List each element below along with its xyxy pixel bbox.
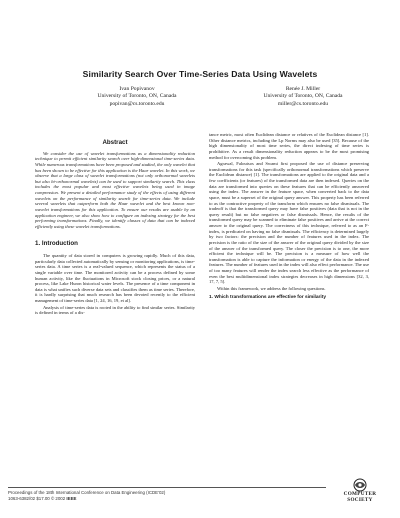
logo-text-computer: COMPUTER	[343, 491, 377, 497]
introduction-paragraph-2: Analysis of time-series data is rooted in the ability to find similar series. Similarity is defined in terms of a dis-	[35, 304, 195, 316]
introduction-paragraph-1: The quantity of data stored in computers is growing rapidly. Much of this data, particularly data collected automatically by sensing or monitoring applications, is time-series data. A time series is a real-valued sequence, which represents the status of a single variable over time. The monitored activity can be a process defined by some human activity, like the fluctuations in Microsoft stock closing prices, or a natural process, like Lake Huron historical water levels. The presence of a time component in data is what unifies such diverse data sets and classifies them as time series. Therefore, it is hardly surprising that much research has been devoted recently to the efficient management of time-series data [1, 24, 16, 19, et al].	[35, 253, 195, 303]
section-heading-introduction: 1. Introduction	[35, 240, 78, 248]
paper-title: Similarity Search Over Time-Series Data Using Wavelets	[82, 69, 318, 79]
question-item-1: 1. Which transformations are effective for similarity	[209, 294, 327, 300]
body-paragraph-1: tance metric, most often Euclidean distance or relatives of the Euclidean distance [1]. Other distance metrics, including the Lp Norms may also be used [35]. Because of the high dimensionality of most time series, the direct indexing of time series is prohibitive. As a result dimensionality reduction appears to be the most promising method for overcoming this problem.	[209, 132, 369, 160]
footer-divider	[8, 487, 326, 488]
author-name: Ivan Popivanov	[119, 86, 155, 92]
author-affiliation: University of Toronto, ON, Canada	[263, 93, 343, 100]
computer-society-logo	[338, 478, 382, 512]
left-column	[35, 140, 195, 316]
author-email: miller@cs.toronto.edu	[277, 100, 329, 107]
body-paragraph-3: Within this framework, we address the following questions.	[217, 285, 326, 291]
right-column	[209, 132, 369, 300]
proceedings-footer	[8, 490, 165, 501]
abstract-text: We consider the use of wavelet transformations as a dimensionality reduction technique to permit efficient similarity search over high-dimensional time-series data. While numerous transformations have been proposed and studied, the only wavelet that has been shown to be effective for this application is the Haar wavelet. In this work, we observe that a large class of wavelet transformations (not only orthonormal wavelets but also bi-orthonormal wavelets) can be used to support similarity search. This class includes the most popular and most effective wavelets being used in image compression. We present a detailed performance study of the effects of using different wavelets on the performance of similarity search for time-series data. We include several wavelets that outperform both the Haar wavelet and the best known non-wavelet transformations for this application. To ensure our results are usable by an application engineer, we also show how to configure an indexing strategy for the best performing transformations. Finally, we identify classes of data that can be indexed efficiently using these wavelet transformations.	[35, 150, 195, 229]
logo-text-society: SOCIETY	[347, 496, 373, 503]
author-email: popivan@cs.toronto.edu	[109, 100, 165, 107]
ieee-computer-society-logo-icon	[352, 478, 368, 492]
author-block-1	[52, 86, 222, 108]
author-affiliation: University of Toronto, ON, Canada	[97, 93, 177, 100]
abstract	[35, 140, 195, 229]
author-name: Renée J. Miller	[285, 86, 321, 92]
footer-ieee-text: IEEE	[66, 495, 77, 501]
footer-proceedings-line: Proceedings of the 18th International Conference on Data Engineering (ICDE'02)	[8, 490, 166, 495]
footer-copyright-line	[8, 496, 165, 502]
body-paragraph-2: Agrawal, Faloutsos and Swami first proposed the use of distance preserving transformations for this task (specifically orthonormal transformations which preserve the Euclidean distance) [1]. The transformations are applied to the original data and a few coefficients (or features) of the transformed data are then indexed. Queries on the data are transformed into queries on these features that can be efficiently answered using the index. The answer in the feature space, when converted back to the data space, must be a superset of the original query answer. This property has been referred to as the contractive property of the transform which ensures no false dismissals. The tradeoff is that the transformed query may have false positives (data that is not in the query result) but no false negatives or false dismissals. Hence, the results of the transformed query may be scanned to eliminate false positives and arrive at the correct answer to the original query. The correctness of this technique, referred to as an F-index, is predicated on having no false dismissals. The efficiency is determined largely by two factors: the precision and the number of features used in the index. The precision is the ratio of the size of the answer of the original query divided by the size of the answer of the transformed query. The closer the precision is to one, the more efficient the technique will be. The precision is a measure of how well the transformation is able to capture the information or energy of the data in the indexed features. The number of features used in the index will also effect performance. The use of too many features will render the index search less effective as the performance of even the best multidimensional index strategies decreases in high dimensions [32, 3, 17, 7, 5].	[209, 161, 369, 285]
footer-copyright-text: 1063-6382/02 $17.00 © 2002	[8, 495, 67, 501]
abstract-heading: Abstract	[102, 139, 128, 146]
author-block-2	[218, 86, 388, 108]
